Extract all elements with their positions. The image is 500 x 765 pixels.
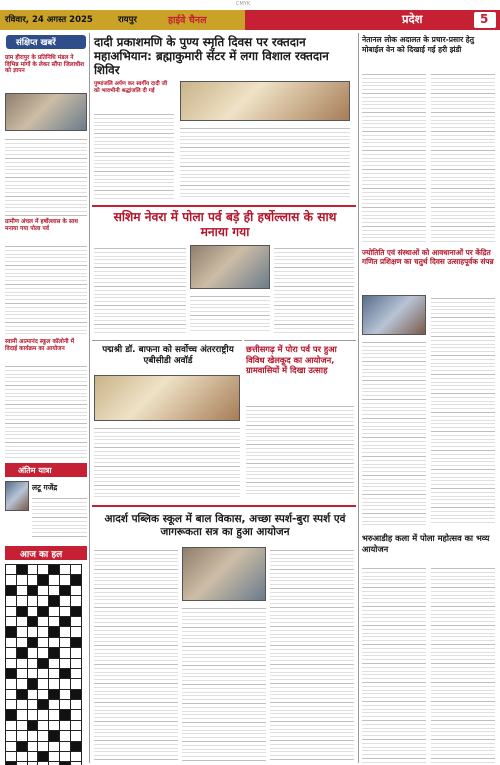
shiksha-body-2 [431,295,495,525]
right-column [358,33,498,763]
condolence-photo [5,481,29,511]
bhaurad-body-1 [362,565,426,765]
school-body-1 [94,547,178,761]
games-story-block [244,340,356,498]
award-body [94,425,240,497]
brief1-headline: ग्राम हीरापुर के प्रतिनिधि मंडल ने विभिन्न मांगों के लेकर सौंपा जिलाधीश को ज्ञापन [5,55,85,75]
school-headline: आदर्श पब्लिक स्कूल में बाल विकास, अच्छा स्पर्श-बुरा स्पर्श एवं जागरूकता सत्र का हुआ आयोजन [104,513,346,538]
bhaurad-body-2 [431,565,495,765]
brief3-body [5,363,87,459]
crossword-grid [5,564,82,765]
award-headline: पद्मश्री डॉ. बाफना को सर्वोच्च अंतरराष्ट्रीय एबीसीडी अवॉर्ड [102,345,234,366]
right-body-2 [431,71,495,243]
school-photo [182,547,266,601]
main-headline: दादी प्रकाशमणि के पुण्य स्मृति दिवस पर रक्तदान महाअभियान: ब्रह्माकुमारी सेंटर में लगा विशाल रक्तदान शिविर [94,35,329,77]
award-photo [94,375,240,421]
school-story-block [92,505,356,763]
main-body-1 [94,111,174,199]
page-number: 5 [480,12,489,26]
pola-body-3 [274,245,354,333]
pola-body [94,245,186,333]
games-headline: छत्तीसगढ़ में पोरा पर्व पर हुआ विविध खेलकूद का आयोजन, ग्रामवासियों में दिखा उत्साह [246,344,337,375]
brief1-body [5,136,87,216]
shiksha-body-1 [362,339,426,525]
main-photo [180,81,350,121]
bhaurad-headline: भरुआडीह कला में पोला महोत्सव का भव्य आयोजन [362,533,490,554]
pola-headline: सशिम नेवरा में पोला पर्व बड़े ही हर्षोल्लास के साथ मनाया गया [113,210,337,239]
school-body-3 [270,547,354,761]
shiksha-headline: ज्योतिति एवं संस्थाओं को आवधानाओं पर केंद्रित गणित प्रशिक्षण का चतुर्थ दिवस उत्साहपूर्वक संपन्न [362,248,494,267]
main-story-block [92,33,354,203]
school-body-2 [182,605,266,761]
puzzle-title: आज का हल [20,550,63,560]
pola-story-block [92,205,356,335]
brief1-photo [5,93,87,131]
brief2-headline: ग्रामीण अंचल में हर्षोल्लास के साथ मनाया गया पोला पर्व [5,219,78,232]
header-date: रविवार, 24 अगस्त 2025 [5,15,93,25]
brief2-body [5,243,87,335]
main-body-2 [180,125,350,199]
shiksha-photo [362,295,426,335]
right-headline: नेतानल लोक अदालत के प्रचार-प्रसार हेतु मोबाईल वेन को दिखाई गई हरी झंडी [362,35,475,54]
pola-body-2 [190,293,270,333]
condolence-title: अंतिम यात्रा [18,466,52,475]
paper-name: हाईवे चैनल [168,15,207,26]
right-body-1 [362,71,426,243]
section-title: प्रदेश [402,12,423,26]
masthead-small: CMYK [236,1,251,7]
pola-photo [190,245,270,289]
page-header [0,0,500,30]
section-strip [245,10,500,30]
header-city: रायपुर [118,15,137,25]
games-body [246,403,354,497]
main-subhead: पुष्पांजलि अर्पण कर स्वर्गीय दादी जी को भावभीनी श्रद्धांजलि दी गई [94,81,168,94]
condolence-body [32,495,87,539]
condolence-name: लटू गजेंद्र [32,483,58,492]
brief3-headline: स्वामी आत्मानंद स्कूल कॉलोनी में विदाई कार्यक्रम का आयोजन [5,339,75,352]
award-story-block [92,340,242,498]
brief-title: संक्षिप्त खबरें [16,38,56,48]
left-column [2,33,90,763]
